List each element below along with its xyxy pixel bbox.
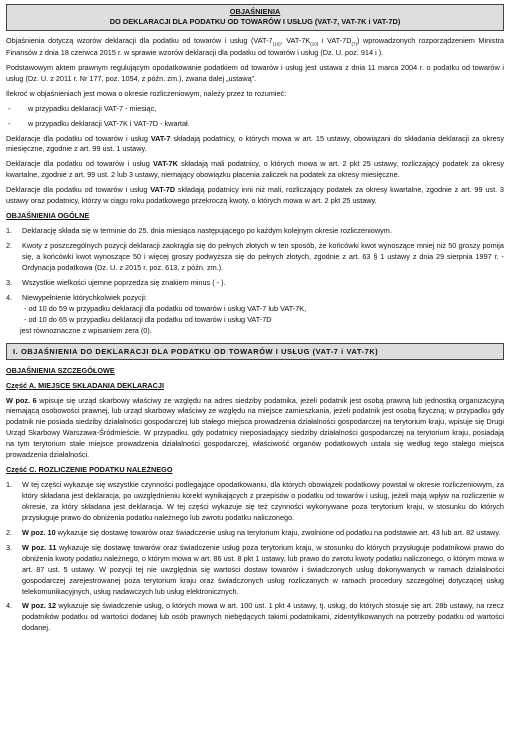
general-item-2 <box>6 241 504 274</box>
intro-p1-sub-1: (16) <box>272 41 281 47</box>
part-c-item-3-text: wykazuje się dostawę towarów oraz świadczenie usług poza terytorium kraju, w stosunku do których przysługuje podatnikowi prawo do obniżenia kwoty podatku należnego, o którym mowa w art. 86 ust. 8 pkt 1 ustawy, lub prawo do zwrotu kwoty podatku naliczonego, o którym mowa w art. 87 ust. 5 ustawy. W pozycji tej nie uwzględnia się wartości dostaw towarów i świadczonych usług dokonywanych w ramach działalności gospodarczej zarejestrowanej poza terytorium kraju oraz świadczonych usług rozliczanych w ramach procedury szczególnej dotyczącej usług telekomunikacyjnych, usług nadawczych lub usług elektronicznych. <box>22 542 504 596</box>
general-item-4-end: jest równoznaczne z wpisaniem zera (0). <box>20 325 152 335</box>
intro-bullet-2-text: w przypadku deklaracji VAT-7K i VAT-7D - kwartał. <box>28 118 190 128</box>
general-item-4-text: Niewypełnienie których​kolwiek pozycji: <box>22 292 147 302</box>
part-a-text: wpisuje się urząd skarbowy właściwy ze względu na adres siedziby podatnika, jeżeli podatnik jest osobą prawną lub jednostką organizacyjną niemającą osobowości prawnej, lub urząd skarbowy właściwy ze względu na miejsce zamieszkania, jeżeli podatnik jest osobą fizyczną; w przypadku gdy podatnik nie posiada siedziby działalności gospodarczej lub stałego miejsca prowadzenia działalności gospodarczej na terytorium kraju, wpisuje się Drugi Urząd Skarbowy Warszawa-Śródmieście. W przypadku, gdy podatnicy nieposiadający siedziby działalności gospodarczej na terytorium kraju, posiadają na tym terytorium stałe miejsce prowadzenia działalności gospodarczej, właściwość organów podatkowych ustala się według tego stałego miejsca prowadzenia działalności. <box>6 395 504 460</box>
intro-p5-text-a: Deklaracje dla podatku od towarów i usług <box>6 159 154 169</box>
document-title-box <box>6 4 504 31</box>
part-a-heading: Część A. MIEJSCE SKŁADANIA DEKLARACJI <box>6 380 164 390</box>
bullet-dash: - <box>8 103 11 113</box>
section-1-title: I. OBJAŚNIENIA DO DEKLARACJI DLA PODATKU OD TOWARÓW I USŁUG (VAT-7 i VAT-7K) <box>6 343 504 360</box>
part-a-paragraph <box>6 396 504 462</box>
intro-bullet-1 <box>8 104 504 115</box>
intro-p6-text-c: składają podatnicy inni niż mali, rozliczający podatek za okresy kwartalne, zgodnie z art. 99 ust. 3 ustawy oraz podatnicy, którzy w ciągu roku podatkowego przekroczą kwoty, o których mowa w art. 2 pkt 25 ustawy. <box>6 185 504 206</box>
part-c-item-2-text: wykazuje się dostawę towarów oraz świadczenie usług na terytorium kraju, zwolnione od podatku na podstawie art. 43 lub art. 82 ustawy. <box>55 527 501 537</box>
part-c-item-3-number: 3. <box>6 542 13 552</box>
intro-p1-sub-3: (7) <box>351 41 357 47</box>
intro-p1-sub-2: (10) <box>310 41 319 47</box>
intro-p6-bold: VAT-7D <box>150 185 176 195</box>
part-c-item-1-number: 1. <box>6 480 13 490</box>
intro-paragraph-4 <box>6 134 504 156</box>
intro-bullet-2 <box>8 119 504 130</box>
intro-paragraph-1 <box>6 36 504 59</box>
detail-heading: OBJAŚNIENIA SZCZEGÓŁOWE <box>6 365 115 375</box>
intro-p4-text-a: Deklaracje dla podatku od towarów i usług <box>6 133 151 143</box>
general-item-4-line-2: - od 10 do 65 w przypadku deklaracji dla podatku od towarów i usług VAT-7D <box>24 314 272 324</box>
part-c-item-2 <box>6 528 504 539</box>
intro-p6-text-a: Deklaracje dla podatku od towarów i usług <box>6 185 151 195</box>
general-item-1-text: Deklarację składa się w terminie do 25. dnia miesiąca następującego po każdym kolejnym okresie rozliczeniowym. <box>22 226 392 236</box>
part-c-item-4-body <box>22 601 504 634</box>
general-item-2-text: Kwoty z poszczególnych pozycji deklaracji zaokrągla się do pełnych złotych w ten sposób, że końcówki kwot wynoszące mniej niż 50 groszy pomija się, a końcówki kwot wynoszące 50 i więcej groszy podwyższa się do pełnych złotych, zgodnie z art. 63 § 1 ustawy z dnia 29 sierpnia 1997 r. - Ordynacja podatkowa (Dz. U. z 2015 r. poz. 613, z późn. zm.). <box>22 241 504 272</box>
intro-p5-bold: VAT-7K <box>153 159 178 169</box>
part-c-item-3-bold: W poz. 11 <box>22 542 57 552</box>
general-item-2-number: 2. <box>6 241 13 251</box>
general-item-1 <box>6 226 504 237</box>
part-c-item-1-text: W tej części wykazuje się wszystkie czynności podlegające opodatkowaniu, dla których obowiązek podatkowy powstał w okresie rozliczeniowym, za który składana jest deklaracja, po uwzględnieniu korekt wynikających z przepisów o podatku od towarów i usług, jeżeli mają wpływ na rozliczenie w okresie, za który składana jest deklaracja. W tej części wykazuje się też czynności wykonywane poza terytorium kraju, w stosunku do których przysługuje prawo do obniżenia podatku należnego lub zwrotu podatku naliczonego. <box>22 480 504 522</box>
intro-p1-text-c: i VAT-7D <box>318 35 352 45</box>
part-c-item-4-bold: W poz. 12 <box>22 601 57 611</box>
document-subtitle: DO DEKLARACJI DLA PODATKU OD TOWARÓW I USŁUG (VAT-7, VAT-7K i VAT-7D) <box>109 17 401 27</box>
general-item-3 <box>6 278 504 289</box>
part-c-item-2-body <box>22 528 504 539</box>
general-item-1-number: 1. <box>6 226 13 236</box>
intro-p4-text-c: składają podatnicy, o których mowa w art. 15 ustawy, obowiązani do składania deklaracji za okresy miesięczne, zgodnie z art. 99 ust. 1 ustawy. <box>6 133 504 154</box>
intro-paragraph-6 <box>6 185 504 207</box>
part-c-item-4 <box>6 601 504 634</box>
part-a-bold: W poz. 6 <box>6 395 37 405</box>
intro-paragraph-2: Podstawowym aktem prawnym regulującym opodatkowanie podatkiem od towarów i usług jest ustawa z dnia 11 marca 2004 r. o podatku od towarów i usług (Dz. U. z 2011 r. Nr 177, poz. 1054, z późn. zm.), zwana dalej „ustawą”. <box>6 62 504 83</box>
general-item-3-text: Wszystkie wielkości ujemne poprzedza się znakiem minus ( - ). <box>22 277 226 287</box>
intro-p1-text-d: ) wprowadzonych rozporządzeniem Ministra Finansów z dnia 18 czerwca 2015 r. w sprawie wzorów deklaracji dla podatku od towarów i usług (Dz. U. poz. 914 i ). <box>6 35 504 57</box>
part-c-item-4-number: 4. <box>6 601 13 611</box>
intro-paragraph-3: Ilekroć w objaśnieniach jest mowa o okresie rozliczeniowym, należy przez to rozumieć: <box>6 88 287 98</box>
part-c-item-2-bold: W poz. 10 <box>22 527 56 537</box>
intro-paragraph-5 <box>6 159 504 181</box>
part-c-item-1 <box>6 480 504 524</box>
general-item-4-number: 4. <box>6 292 13 302</box>
intro-p4-bold: VAT-7 <box>150 133 171 143</box>
general-item-3-number: 3. <box>6 277 13 287</box>
document-title: OBJAŚNIENIA <box>229 7 281 16</box>
intro-p1-text-b: , VAT-7K <box>280 35 311 45</box>
part-c-item-2-number: 2. <box>6 527 13 537</box>
bullet-dash: - <box>8 118 11 128</box>
general-item-4 <box>6 293 504 304</box>
intro-p1-text-a: Objaśnienia dotyczą wzorów deklaracji dla podatku od towarów i usług (VAT-7 <box>6 35 273 45</box>
general-item-4-line-1: - od 10 do 59 w przypadku deklaracji dla podatku od towarów i usług VAT-7 lub VAT-7K, <box>24 303 307 313</box>
general-heading: OBJAŚNIENIA OGÓLNE <box>6 211 90 221</box>
intro-bullet-1-text: w przypadku deklaracji VAT-7 - miesiąc, <box>28 103 157 113</box>
part-c-heading: Część C. ROZLICZENIE PODATKU NALEŻNEGO <box>6 465 173 475</box>
part-c-item-1-body <box>22 480 504 524</box>
part-c-item-3-body <box>22 543 504 598</box>
part-c-item-4-text: wykazuje się świadczenie usług, o których mowa w art. 100 ust. 1 pkt 4 ustawy, tj. usług, do których stosuje się art. 28b ustawy, na rzecz podatników podatku od wartości dodanej lub osób prawnych niebędących takimi podatnikami, zidentyfikowanych na potrzeby podatku od wartości dodanej. <box>22 601 505 633</box>
intro-p5-text-c: składają mali podatnicy, o których mowa w art. 2 pkt 25 ustawy, rozliczający podatek za okresy kwartalne, zgodnie z art. 99 ust. 2 lub 3 ustawy, niemający obowiązku płacenia zaliczek na podatek za okresy miesięczne. <box>6 159 504 180</box>
part-c-item-3 <box>6 543 504 598</box>
